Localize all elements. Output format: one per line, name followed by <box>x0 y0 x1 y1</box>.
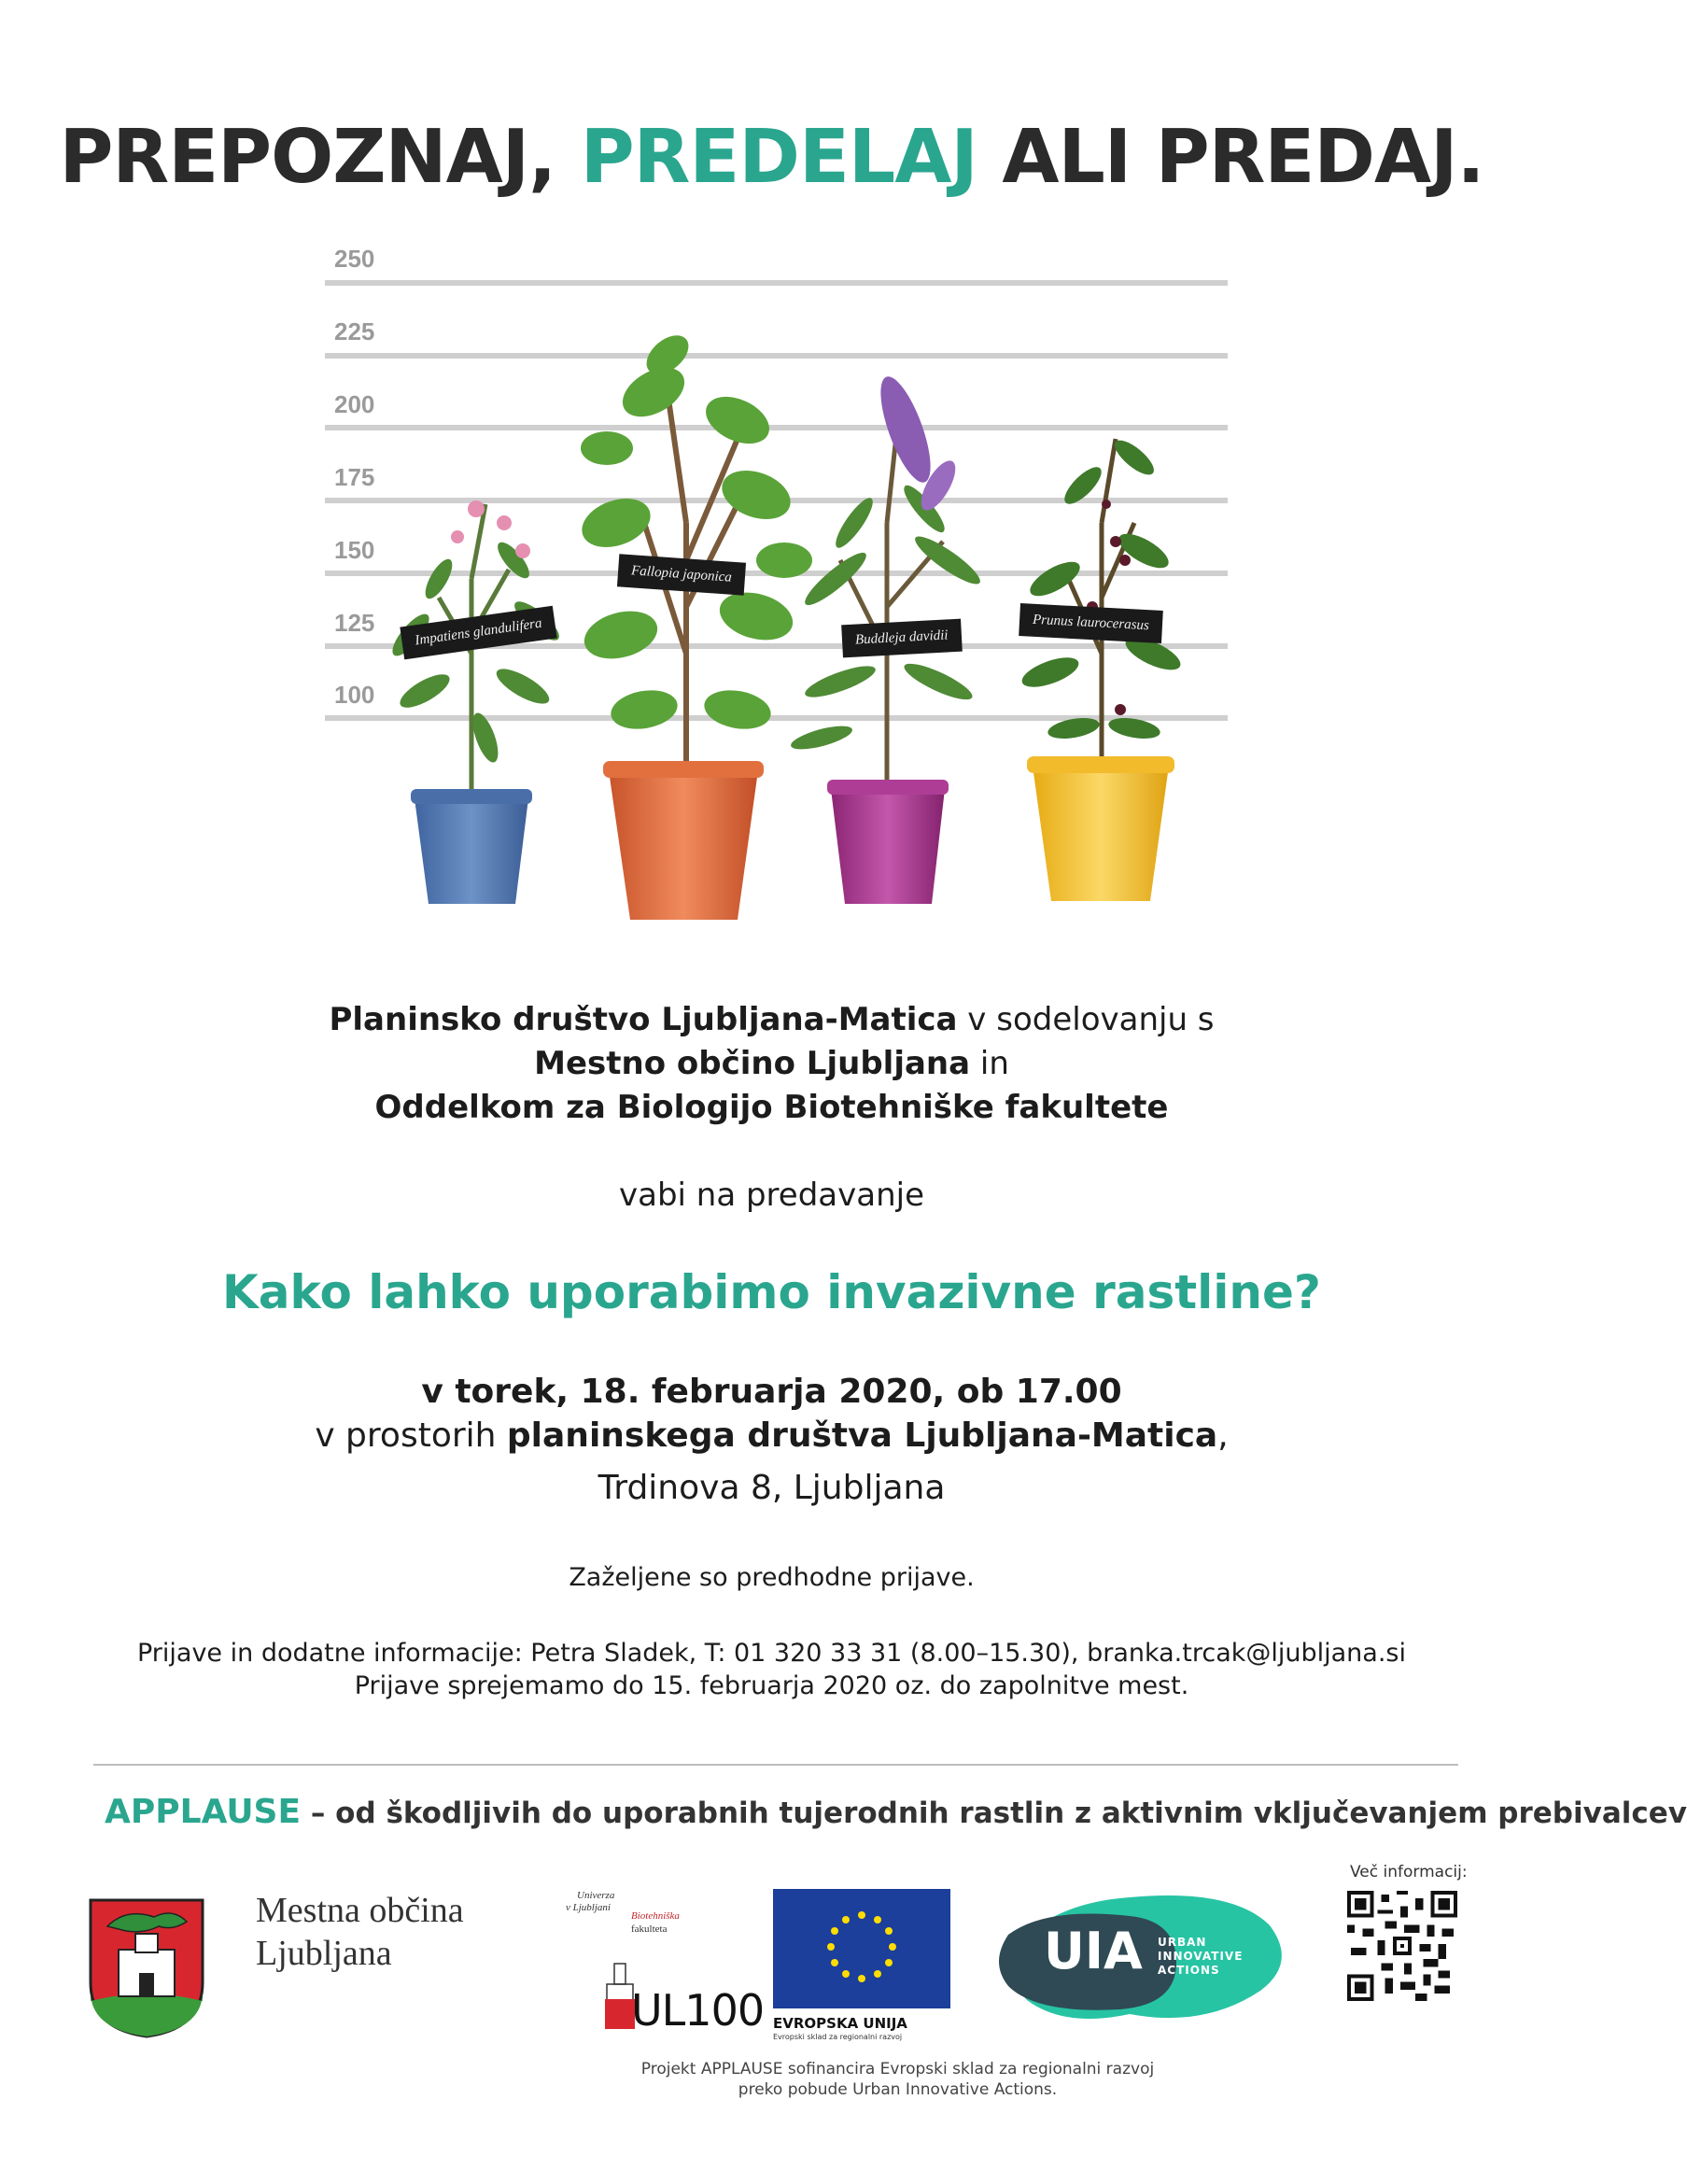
organizers-connector: v sodelovanju s <box>957 1001 1215 1038</box>
event-address: Trdinova 8, Ljubljana <box>597 1469 946 1507</box>
eu-subtitle: Evropski sklad za regionalni razvoj <box>773 2033 903 2041</box>
uia-logo-text: UIA <box>1044 1922 1143 1980</box>
eu-title: EVROPSKA UNIJA <box>773 2015 907 2032</box>
venue-name: planinskega društva Ljubljana-Matica <box>506 1416 1218 1455</box>
bf-line-2: fakulteta <box>631 1923 668 1935</box>
more-info-label: Več informacij: <box>1350 1863 1468 1881</box>
registration-deadline: Prijave sprejemamo do 15. februarja 2020 oz. do zapolnitve mest. <box>354 1671 1189 1700</box>
organizer-mol: Mestno občino Ljubljana <box>534 1045 971 1082</box>
tick-label: 175 <box>334 463 375 491</box>
mol-name-line-1: Mestna občina <box>256 1891 464 1930</box>
tick-label: 125 <box>334 609 375 637</box>
footer-divider <box>93 1764 1458 1766</box>
plant-tag-impatiens: Impatiens glandulifera <box>400 606 556 660</box>
ljubljana-coat-of-arms-icon <box>89 1898 204 2038</box>
potted-plants-art <box>0 0 1543 934</box>
plant-impatiens <box>387 500 564 904</box>
organizers-line-2 <box>0 1045 1543 1082</box>
event-date: v torek, 18. februarja 2020, ob 17.00 <box>421 1373 1122 1411</box>
plant-prunus <box>1019 435 1185 901</box>
eu-flag-icon <box>773 1889 950 2008</box>
mol-name-line-2: Ljubljana <box>256 1934 392 1973</box>
funding-line-1: Projekt APPLAUSE sofinancira Evropski sklad za regionalni razvoj <box>640 2060 1155 2078</box>
organizer-pd-matica: Planinsko društvo Ljubljana-Matica <box>329 1001 958 1038</box>
headline-part-2: PREDELAJ <box>580 114 977 200</box>
venue-prefix: v prostorih <box>315 1416 507 1455</box>
headline-part-3: ALI PREDAJ. <box>977 114 1484 200</box>
tick-label: 225 <box>334 317 375 345</box>
uia-line-3: ACTIONS <box>1158 1964 1220 1977</box>
organizers-line-1 <box>0 1001 1543 1038</box>
applause-tagline <box>105 1793 1687 1831</box>
venue-suffix: , <box>1217 1416 1229 1455</box>
plant-fallopia <box>575 328 812 920</box>
tick-label: 150 <box>334 536 375 564</box>
event-venue <box>0 1416 1543 1455</box>
invite-text: vabi na predavanje <box>618 1177 924 1214</box>
organizer-biology-dept: Oddelkom za Biologijo Biotehniške fakultete <box>374 1089 1169 1126</box>
applause-description: – od škodljivih do uporabnih tujerodnih rastlin z aktivnim vključevanjem prebivalcev <box>301 1797 1687 1830</box>
applause-name: APPLAUSE <box>105 1793 302 1831</box>
bf-line-1: Biotehniška <box>631 1910 680 1922</box>
tick-label: 200 <box>334 390 375 418</box>
funding-line-2: preko pobude Urban Innovative Actions. <box>738 2080 1058 2099</box>
uia-line-2: INNOVATIVE <box>1158 1950 1244 1963</box>
lecture-title: Kako lahko uporabimo invazivne rastline? <box>222 1265 1321 1319</box>
organizers-connector: in <box>970 1045 1009 1082</box>
tick-label: 100 <box>334 681 375 709</box>
uni-ljubljana-line-1: Univerza <box>577 1890 615 1901</box>
plant-tag-prunus: Prunus laurocerasus <box>1019 603 1162 643</box>
headline-part-1: PREPOZNAJ, <box>59 114 581 200</box>
plant-tag-buddleja: Buddleja davidii <box>841 619 962 658</box>
uni-ljubljana-line-2: v Ljubljani <box>566 1902 611 1913</box>
registration-contact: Prijave in dodatne informacije: Petra Sladek, T: 01 320 33 31 (8.00–15.30), branka.trcak@ljubljana.si <box>137 1639 1406 1668</box>
registration-note: Zaželjene so predhodne prijave. <box>569 1563 975 1592</box>
uia-line-1: URBAN <box>1158 1936 1207 1949</box>
qr-code-icon[interactable] <box>1347 1891 1457 2001</box>
plant-tag-fallopia: Fallopia japonica <box>617 554 746 595</box>
ul100-logo: UL100 <box>631 1985 765 2036</box>
tick-label: 250 <box>334 245 375 273</box>
